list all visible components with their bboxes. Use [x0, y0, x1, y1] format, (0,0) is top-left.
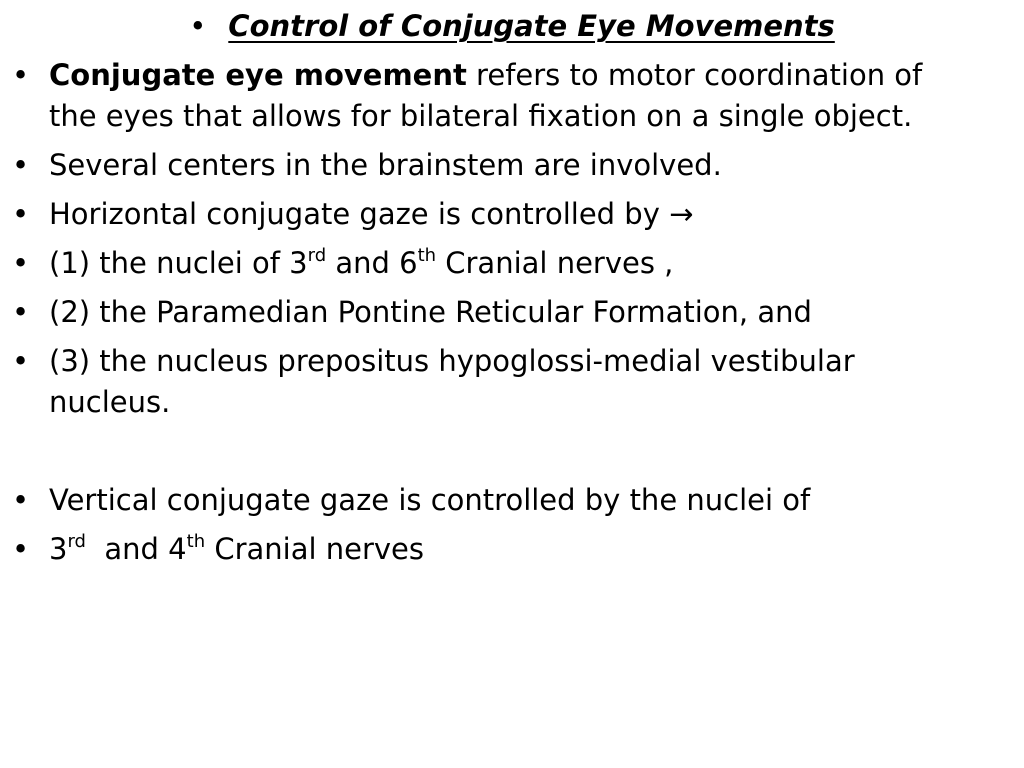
bullet-marker: •: [12, 148, 30, 182]
title-row: [0, 6, 1024, 47]
bullet-text: Several centers in the brainstem are involved.: [49, 148, 722, 182]
text-part: Cranial nerves ,: [436, 246, 674, 280]
bullet-marker: •: [12, 344, 30, 378]
title-bullet: •: [189, 9, 207, 43]
bullet-text: (2) the Paramedian Pontine Reticular Formation, and: [49, 295, 812, 329]
bullet-marker: •: [12, 295, 30, 329]
bullet-text: [49, 194, 1019, 235]
bullet-marker: •: [12, 197, 30, 231]
ordinal-superscript: rd: [67, 531, 86, 552]
bullet-text: [49, 55, 1019, 137]
bullet-line: nucleus.: [49, 385, 171, 419]
text-part: and 4: [85, 532, 187, 566]
bullet-text: [49, 529, 1019, 570]
bullet-marker: •: [12, 246, 30, 280]
bullet-text: [49, 341, 1019, 423]
bullet-text-main: Horizontal conjugate gaze is controlled by: [49, 197, 670, 231]
bullet-marker: •: [12, 483, 30, 517]
slide-title: Control of Conjugate Eye Movements: [228, 9, 835, 43]
text-part: (1) the nuclei of 3: [49, 246, 308, 280]
bullet-line: [49, 55, 1019, 96]
definition-part: refers to motor coordination of: [466, 58, 923, 92]
bullet-text: [49, 243, 1019, 284]
bullet-marker: •: [12, 58, 30, 92]
term-bold: Conjugate eye movement: [49, 58, 467, 92]
arrow-right-icon: →: [669, 197, 694, 231]
bullet-line: the eyes that allows for bilateral fixation on a single object.: [49, 99, 913, 133]
text-part: Cranial nerves: [205, 532, 425, 566]
ordinal-superscript: th: [186, 531, 206, 552]
text-part: and 6: [326, 246, 418, 280]
ordinal-superscript: th: [417, 245, 437, 266]
text-part: 3: [49, 532, 68, 566]
bullet-marker: •: [12, 532, 30, 566]
ordinal-superscript: rd: [307, 245, 327, 266]
bullet-line: (3) the nucleus prepositus hypoglossi-medial vestibular: [49, 344, 855, 378]
bullet-text: Vertical conjugate gaze is controlled by the nuclei of: [49, 483, 811, 517]
